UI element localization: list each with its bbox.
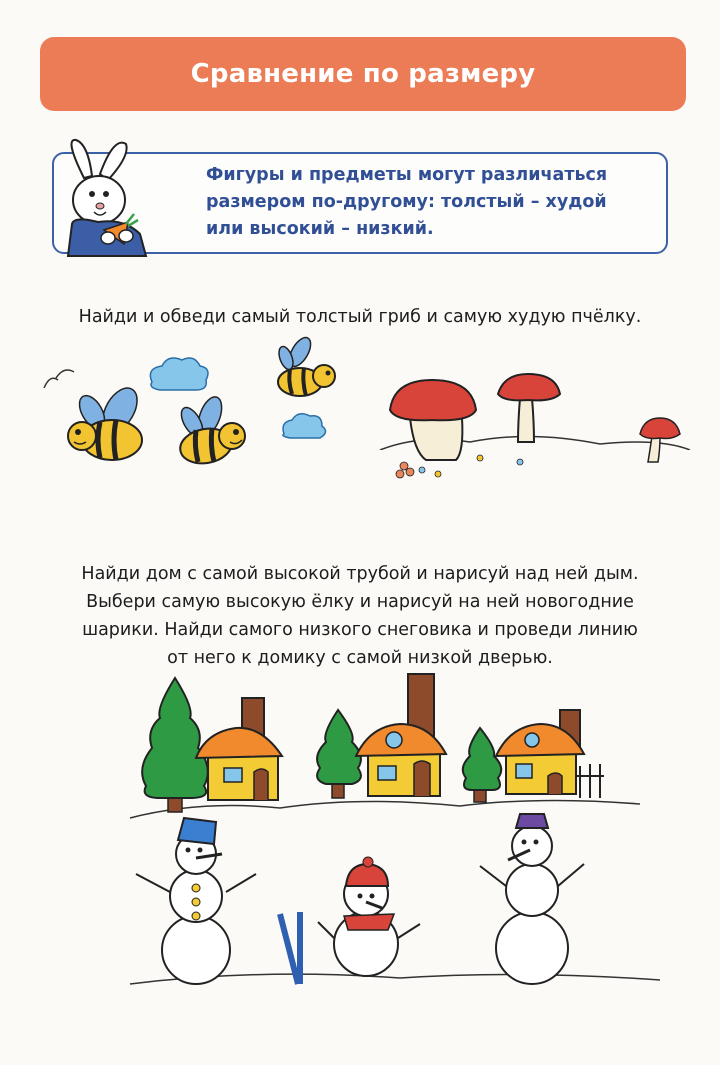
info-line-1: Фигуры и предметы могут различаться (206, 165, 608, 185)
mushroom-1 (390, 380, 476, 460)
mushroom-2 (498, 374, 560, 442)
rabbit-illustration (54, 138, 164, 268)
task2-line-4: от него к домику с самой низкой дверью. (167, 648, 553, 668)
house-3 (496, 710, 604, 798)
bee-2 (177, 394, 245, 467)
task2-instruction (0, 560, 720, 672)
bee-3 (276, 334, 335, 396)
tree-3 (463, 728, 501, 802)
snowman-1 (136, 818, 256, 984)
bee-1 (68, 382, 144, 460)
page-title: Сравнение по размеру (190, 59, 536, 89)
skis (280, 912, 300, 984)
info-line-3: или высокий – низкий. (206, 219, 434, 239)
task2-line-3: шарики. Найди самого низкого снеговика и проведи линию (82, 620, 638, 640)
task2-line-1: Найди дом с самой высокой трубой и нарисуй над ней дым. (81, 564, 639, 584)
cloud-1 (150, 358, 208, 390)
bees-and-mushrooms-illustration (0, 330, 720, 500)
tree-1 (142, 678, 208, 812)
title-banner (40, 37, 686, 111)
snowman-3 (480, 814, 584, 984)
house-1 (196, 698, 282, 800)
house-2 (356, 674, 446, 796)
task2-line-2: Выбери самую высокую ёлку и нарисуй на ней новогодние (86, 592, 634, 612)
info-line-2: размером по-другому: толстый – худой (206, 192, 607, 212)
task1-instruction (0, 303, 720, 331)
info-text (206, 162, 656, 243)
snowman-2 (318, 857, 420, 976)
cloud-2 (283, 414, 326, 438)
task1-text: Найди и обведи самый толстый гриб и самую худую пчёлку. (78, 307, 642, 327)
winter-scene-illustration (0, 668, 720, 1008)
tree-2 (317, 710, 361, 798)
